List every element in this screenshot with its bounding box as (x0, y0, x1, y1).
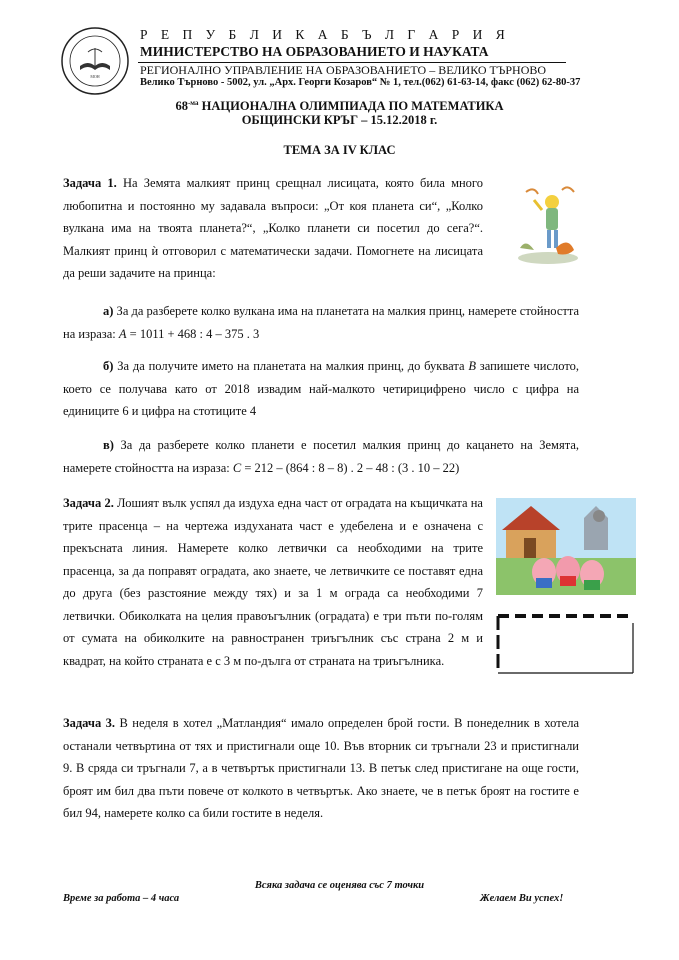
header-ministry: МИНИСТЕРСТВО НА ОБРАЗОВАНИЕТО И НАУКАТА (140, 44, 489, 59)
task1-part-a: а) За да разберете колко вулкана има на планетата на малкия принц, намерете стойността на израза: A = 1011 + 468 : 4 – 375 . 3 (63, 304, 579, 341)
task1-part-c: в) За да разберете колко планети е посетил малкия принц до кацането на Земята, намерете стойността на израза: C = 212 – (864 : 8 – 8) . 2 – 48 : (3 . 10 – 22) (63, 438, 579, 475)
header-regional: РЕГИОНАЛНО УПРАВЛЕНИЕ НА ОБРАЗОВАНИЕТО – ВЕЛИКО ТЪРНОВО (140, 63, 547, 77)
header-country: Р Е П У Б Л И К А Б Ъ Л Г А Р И Я (140, 27, 510, 42)
little-prince-picture (512, 178, 584, 266)
task3-text: Задача 3. В неделя в хотел „Матландия“ имало определен брой гости. В понеделник в хотела останали четвъртина от тях и пристигнали още 10. Във вторник си тръгнали 23 и пристигнали 9. В сряда си тръгнали 7, а в четвъртък пристигнали 13. В петък след пристигане на още гости, броят им бил два пъти повече от колкото в четвъртък. Ако знаете, че в петък броят на гостите е бил 94, намерете колко са били гостите в неделя. (63, 716, 579, 820)
ministry-seal-logo (60, 26, 130, 96)
task2-text: Задача 2. Лошият вълк успял да издуха една част от оградата на къщичката на трите прасенца – на чертежа издуханата част е удебелена и е означена с прекъсната линия. Намерете колко летвички са необходими на трите прасенца, за да поправят оградата, ако знаете, че летвичките се поставят една до друга (без разстояние между тях) и за 1 м ограда са необходими 7 летвички. Обиколката на целия правоъгълник (оградата) е три пъти по-голям от сумата на обиколките на равностранен триъгълник със страна 2 м и квадрат, на който страната е с 3 м по-дълга от страната на триъгълника. (63, 496, 483, 668)
fence-rectangle-drawing (496, 613, 634, 675)
theme-title: ТЕМА ЗА IV КЛАС (283, 143, 396, 157)
round-title: ОБЩИНСКИ КРЪГ – 15.12.2018 г. (241, 113, 438, 127)
olympiad-title: $68^{-ма}$ НАЦИОНАЛНА ОЛИМПИАДА ПО МАТЕМАТИКА (175, 99, 504, 114)
footer-time-limit: Време за работа – 4 часа (63, 893, 180, 904)
svg-text:МОН: МОН (90, 74, 100, 79)
header-address: Велико Търново - 5002, ул. „Арх. Георги Козаров“ № 1, тел.(062) 61-63-14, факс (062) 62-80-37 (140, 77, 581, 88)
task1-part-b: б) За да получите името на планетата на малкия принц, до буквата B запишете числото, което се получава като от 2018 извадим най-малкото четирицифрено число с цифра на единиците 6 и цифра на стотиците 4 (63, 359, 579, 418)
footer-scoring-note: Всяка задача се оценява със 7 точки (254, 880, 425, 891)
footer-good-luck: Желаем Ви успех! (480, 893, 564, 904)
three-pigs-picture (496, 498, 636, 595)
task1-intro: Задача 1. На Земята малкият принц срещнал лисицата, която била много любопитна и постоянно му задавала въпроси: „От коя планета си“, „Колко вулкана има на твоята планета?“, „Колко планети си посетил до сега?“. Малкият принц ѝ отговорил с математически задачи. Помогнете на лисицата да реши задачите на принца: (63, 176, 483, 280)
